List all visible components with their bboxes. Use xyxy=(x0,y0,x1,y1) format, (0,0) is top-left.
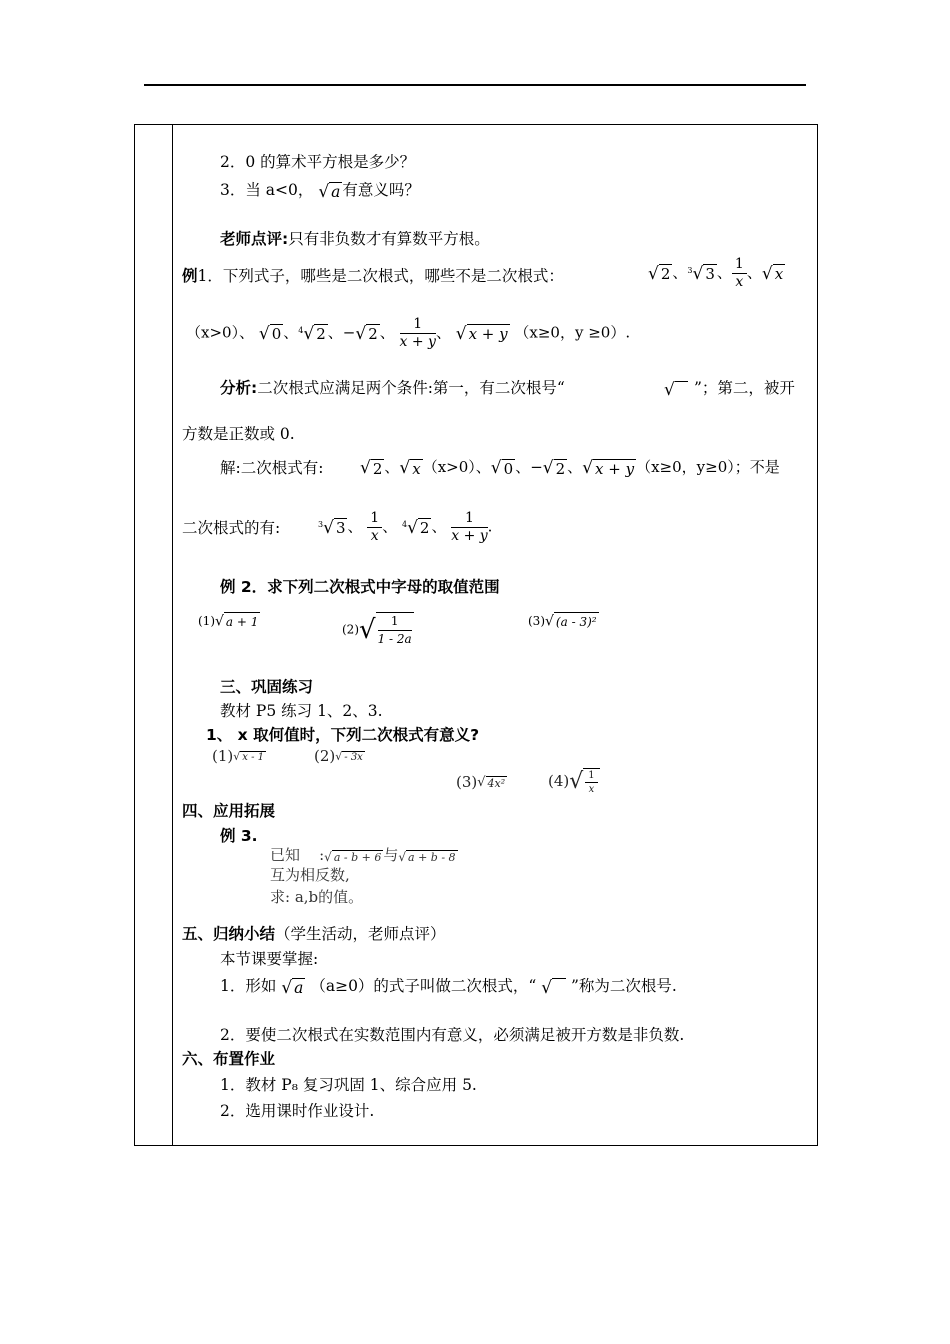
homework-1: 1．教材 P₈ 复习巩固 1、综合应用 5. xyxy=(220,1076,477,1094)
practice-3: (3)√ 4x² xyxy=(456,773,506,791)
section-5-title: 五、归纳小结（学生活动，老师点评） xyxy=(182,925,446,943)
section-3-question: 1、 x 取何值时，下列二次根式有意义? xyxy=(206,726,480,744)
example-1-label: 例 xyxy=(182,267,198,285)
analysis-cont: ”；第二，被开 xyxy=(694,379,795,397)
table-column-divider xyxy=(172,124,173,1146)
analysis-label: 分析: xyxy=(220,379,258,397)
header-rule xyxy=(144,84,806,86)
cond-x-gt-0: （x>0）、 xyxy=(186,323,255,342)
summary-1: 1．形如 √ a （a≥0）的式子叫做二次根式，“ √ ”称为二次根号. xyxy=(220,977,677,998)
frac-1-x: $\frac{1}{x}$ xyxy=(732,256,747,291)
example-2-item-1: (1)√ a + 1 xyxy=(198,613,259,630)
question-3-text: 3．当 a<0， xyxy=(220,181,314,199)
example-3-line-1: 已知 :√ a - b + 6 与√ a + b - 8 xyxy=(270,846,456,864)
section-3-text: 教材 P5 练习 1、2、3. xyxy=(220,702,383,720)
practice-4: (4)√ $\frac{1}{x}$ xyxy=(548,768,600,796)
section-3-title: 三、巩固练习 xyxy=(220,678,314,696)
frac-1-xpy: $\frac{1}{x + y}$ xyxy=(399,316,436,350)
homework-2: 2．选用课时作业设计. xyxy=(220,1102,375,1120)
analysis: 分析:二次根式应满足两个条件:第一，有二次根号“ xyxy=(220,379,565,397)
question-3 xyxy=(220,180,420,202)
summary-2: 2．要使二次根式在实数范围内有意义，必须满足被开方数是非负数. xyxy=(220,1026,685,1044)
example-1-expr-row2: （x>0）、 √ 0 、$^4$√ 2 、−√ 2 、 $\frac{1}{x + y}$ 、 √ x + y （x≥0，y ≥0）. xyxy=(186,316,631,350)
sqrt-xpy: √ x + y xyxy=(455,323,508,344)
sqrt-x: √ x xyxy=(761,263,784,284)
practice-1: (1)√ x - 1 xyxy=(212,747,265,765)
cond-xy: （x≥0，y ≥0）. xyxy=(514,323,631,342)
analysis-end: 方数是正数或 0. xyxy=(182,425,295,443)
practice-2: (2)√ - 3x xyxy=(314,747,363,765)
sqrt-a: √ a xyxy=(318,181,341,202)
section-4-title: 四、应用拓展 xyxy=(182,802,276,820)
example-1-text: 1．下列式子，哪些是二次根式，哪些不是二次根式： xyxy=(197,267,564,285)
section-5-text: 本节课要掌握: xyxy=(220,950,319,968)
example-2-item-2: (2)√ $\frac{1}{1 - 2a}$ xyxy=(342,614,412,646)
section-6-title: 六、布置作业 xyxy=(182,1050,276,1068)
example-1 xyxy=(182,266,564,286)
solution-radicals: √ 2 、√ x （x>0）、√ 0 、−√ 2 、√ x + y （x≥0，y≥0）；不是 xyxy=(360,458,780,478)
cbrt-3: $^3$√ 3 xyxy=(687,263,715,284)
solution: 解:二次根式有: xyxy=(220,459,324,477)
solution-nonradicals: $^3$√ 3 、 $\frac{1}{x}$ 、 $^4$√ 2 、 $\frac{1}{x + y}$ . xyxy=(318,510,493,544)
example-3-line-3: 求: a,b的值。 xyxy=(270,888,364,906)
neg-sqrt-2: √ 2 xyxy=(355,323,378,344)
teacher-comment xyxy=(220,229,490,249)
example-3-line-2: 互为相反数, xyxy=(270,866,350,884)
question-3-end: 有意义吗？ xyxy=(342,181,420,199)
sqrt-2: √ 2 xyxy=(648,263,671,284)
example-3-label: 例 3. xyxy=(220,827,258,845)
comment-label: 老师点评: xyxy=(220,230,289,248)
solution-not: 二次根式的有: xyxy=(182,519,281,537)
example-1-expr-row1: √ 2 、$^3$√ 3 、 $\frac{1}{x}$ 、√ x xyxy=(648,256,784,290)
question-2: 2．0 的算术平方根是多少？ xyxy=(220,153,416,171)
radical-sign-symbol: √ xyxy=(664,380,688,400)
sqrt-0: √ 0 xyxy=(258,323,282,344)
comment-text: 只有非负数才有算数平方根。 xyxy=(288,230,490,248)
example-2: 例 2．求下列二次根式中字母的取值范围 xyxy=(220,578,500,596)
example-2-item-3: (3)√ (a - 3)² xyxy=(528,613,597,630)
root4-2: $^4$√ 2 xyxy=(298,323,326,344)
